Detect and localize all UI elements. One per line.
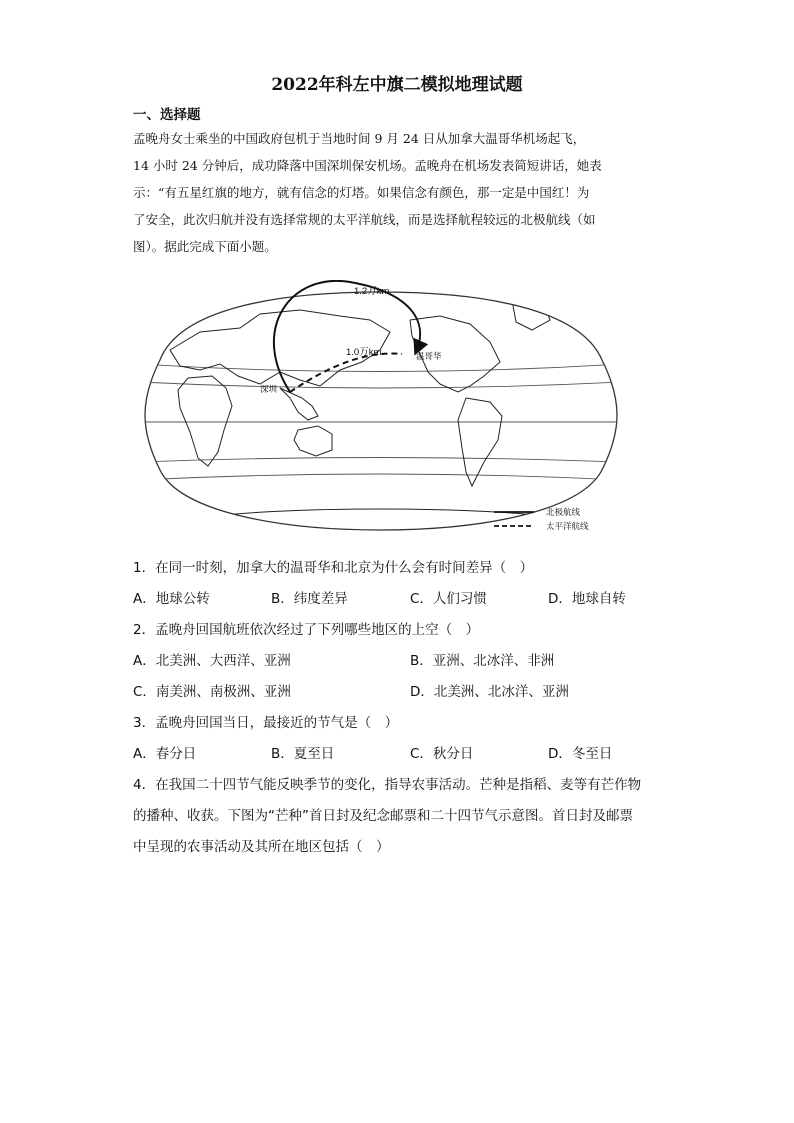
- passage-line: 了安全，此次归航并没有选择常规的太平洋航线，而是选择航程较远的北极航线（如: [133, 212, 596, 227]
- legend-pacific-route-label: 太平洋航线: [546, 522, 589, 532]
- question-3-stem: 3．孟晚舟回国当日，最接近的节气是（ ）: [133, 715, 399, 731]
- landmass-australia: [294, 426, 332, 456]
- north-pole-route: [274, 281, 420, 392]
- passage-line: 示：“有五星红旗的地方，就有信念的灯塔。如果信念有颜色，那一定是中国红！为: [133, 185, 590, 200]
- world-route-map: [140, 280, 620, 542]
- question-1-option-b[interactable]: B．纬度差异: [271, 591, 348, 607]
- question-4-stem-line: 中呈现的农事活动及其所在地区包括（ ）: [133, 839, 390, 855]
- question-2-option-d[interactable]: D．北美洲、北冰洋、亚洲: [410, 684, 569, 700]
- question-3-option-a[interactable]: A．春分日: [133, 746, 197, 762]
- question-3-option-b[interactable]: B．夏至日: [271, 746, 335, 762]
- question-2-option-b[interactable]: B．亚洲、北冰洋、非洲: [410, 653, 555, 669]
- section-heading: 一、选择题: [133, 107, 201, 123]
- question-1-option-c[interactable]: C．人们习惯: [410, 591, 487, 607]
- latitude-line: [140, 382, 620, 388]
- landmass-south-america: [458, 398, 502, 486]
- shenzhen-label: 深圳: [260, 385, 278, 395]
- question-2-option-c[interactable]: C．南美洲、南极洲、亚洲: [133, 684, 291, 700]
- question-4-stem-line: 的播种、收获。下图为“芒种”首日封及纪念邮票和二十四节气示意图。首日封及邮票: [133, 808, 633, 824]
- passage-line: 图）。据此完成下面小题。: [133, 239, 277, 254]
- passage-line: 孟晚舟女士乘坐的中国政府包机于当地时间 9 月 24 日从加拿大温哥华机场起飞，: [133, 131, 586, 146]
- latitude-line: [140, 474, 620, 480]
- legend-north-route-label: 北极航线: [546, 508, 581, 518]
- question-4-stem-line: 4．在我国二十四节气能反映季节的变化，指导农事活动。芒种是指稻、麦等有芒作物: [133, 777, 642, 793]
- question-1-stem: 1．在同一时刻，加拿大的温哥华和北京为什么会有时间差异（ ）: [133, 560, 534, 576]
- landmass-greenland: [512, 300, 550, 330]
- question-3-option-d[interactable]: D．冬至日: [548, 746, 613, 762]
- question-1-option-d[interactable]: D．地球自转: [548, 591, 626, 607]
- pacific-route: [290, 354, 402, 392]
- passage-line: 14 小时 24 分钟后，成功降落中国深圳保安机场。孟晚舟在机场发表简短讲话，她表: [133, 158, 602, 173]
- landmass-africa: [178, 376, 232, 466]
- north-route-distance-label: 1.2万km: [354, 286, 390, 297]
- page-title: 2022年科左中旗二模拟地理试题: [271, 75, 523, 95]
- question-2-stem: 2．孟晚舟回国航班依次经过了下列哪些地区的上空（ ）: [133, 622, 480, 638]
- question-2-option-a[interactable]: A．北美洲、大西洋、亚洲: [133, 653, 291, 669]
- question-3-option-c[interactable]: C．秋分日: [410, 746, 474, 762]
- question-1-option-a[interactable]: A．地球公转: [133, 591, 210, 607]
- landmass-southeast-asia: [280, 388, 318, 420]
- pacific-route-distance-label: 1.0万km: [346, 347, 382, 358]
- map-outline: [145, 292, 617, 530]
- vancouver-label: 温哥华: [416, 352, 442, 362]
- landmass-antarctica: [200, 509, 560, 518]
- latitude-line: [140, 364, 620, 372]
